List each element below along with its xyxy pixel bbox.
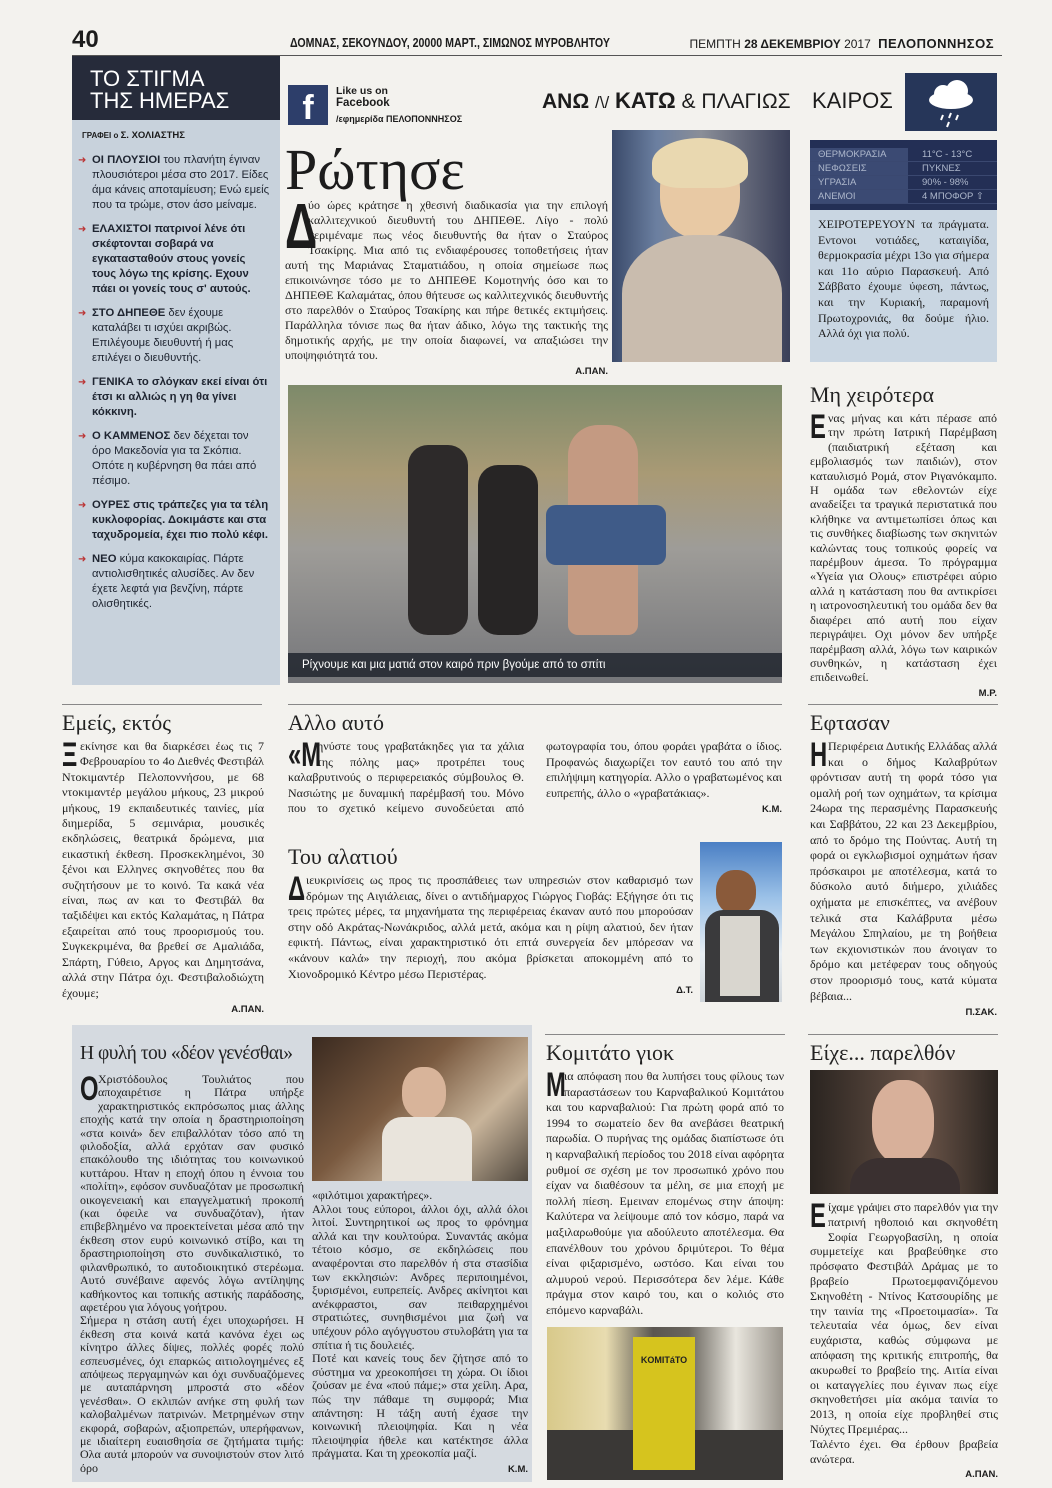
signature: Π.ΣΑΚ. xyxy=(965,1007,997,1019)
article-rotise-title: Ρώτησε xyxy=(285,137,465,202)
divider xyxy=(808,1034,998,1035)
bullet-icon: ➜ xyxy=(78,155,87,166)
article-text: νας μήνας και κάτι πέρασε από την πρώτη Ιατρική Παρέμβαση (παιδιατρική εξέταση και εμβολιασμός των παιδιών), στον καταυλισμό Ρομά, στον Ριγανόκαμπο. Η ομάδα των εθελοντών είχε αναδείξει τα τραγικά περιστατικά που κλήθηκε να αντιμετωπίσει όπως και τις συνθήκες διαβίωσης των σκηνιτών καλώντας τους τοπικούς φορείς να παρέμβουν άμεσα. Το πρόγραμμα «Υγεία για Ολους» επιστρέφει αύριο αλλά η κατάσταση που θα αντικρίσει η ιατρονοσηλευτική του ομάδα δεν θα διαφέρει από αυτή που είχαν περιγράψει. Οχι μόνον δεν υπήρξε παρέμβαση αλλά, λόγω των καιρικών συνθηκών, η κατάσταση έχει επιδεινωθεί. xyxy=(810,411,997,685)
article-title: Η φυλή του «δέον γενέσθαι» xyxy=(80,1043,293,1064)
article-alatiou xyxy=(288,844,693,997)
article-emeis xyxy=(62,710,264,1016)
section-ano: ΑΝΩ xyxy=(542,90,590,113)
bullet-icon: ➜ xyxy=(78,308,87,319)
article-title: Αλλο αυτό xyxy=(288,710,384,735)
paper-name: ΠΕΛΟΠΟΝΝΗΣΟΣ xyxy=(878,36,994,51)
signature: Κ.Μ. xyxy=(507,1463,528,1475)
issue-day: ΠΕΜΠΤΗ xyxy=(689,37,741,51)
weather-table xyxy=(810,140,997,210)
item-text: στις τράπεζες για τα τέλη κυκλοφορίας. Δοκιμάστε και στα ταχυδρομεία, έχει πιο πολύ κέφι. xyxy=(92,499,269,541)
dropcap: Δ xyxy=(288,870,306,908)
weather-value: 11°C - 13°C xyxy=(922,149,973,160)
article-eftasan xyxy=(810,710,997,1019)
article-text-2: Ταλέντο έχει. Θα έρθουν βραβεία ανώτερα. xyxy=(810,1436,998,1466)
article-text: εκίνησε και θα διαρκέσει έως τις 7 Φεβρουαρίου το 4ο Διεθνές Φεστιβάλ Ντοκιμαντέρ Πελοποννήσου, με 68 ντοκιμαντέρ μεγάλου μήκους, 23 μικρού μήκους, 19 εκπαιδευτικές ταινίες, μία διημερίδα, 5 σεμινάρια, μουσικές εκδηλώσεις, θεατρικά δρώμενα, μια εικαστική έκθεση. Προσκεκλημένοι, 30 ξένοι και Ελληνες σκηνοθέτες που θα συζητήσουν με το κοινό. Τα κακά νέα είναι, πως αν και το Φεστιβάλ θα ταξιδέψει και εκτός Καλαμάτας, η Πάτρα εξαιρείται από τους προορισμούς του. Συγκεκριμένα, θα βρεθεί σε Αμαλιάδα, Σπάρτη, Γύθειο, Αργος και Δημητσάνα, αλλά στην Πάτρα όχι. Φεστιβαλοδιώχτη έχουμε; xyxy=(62,739,264,1000)
item-lead: ΣΤΟ ΔΗΠΕΘΕ xyxy=(92,307,166,319)
stigma-sidebar xyxy=(72,56,280,685)
rain-cloud-icon xyxy=(905,73,997,131)
dropcap: Ε xyxy=(810,408,826,446)
photo-caption: Ρίχνουμε και μια ματιά στον καιρό πριν βγούμε από το σπίτι xyxy=(288,653,782,677)
item-lead: ΕΛΑΧΙΣΤΟΙ xyxy=(92,223,152,235)
dropcap: Ο xyxy=(80,1070,99,1108)
section-sep: /\/ xyxy=(595,93,610,112)
article-komitato xyxy=(546,1040,784,1319)
byline-prefix: ΓΡΑΦΕΙ ο xyxy=(82,131,119,140)
carnival-banner-photo xyxy=(547,1327,783,1480)
weather-label: ΝΕΦΩΣΕΙΣ xyxy=(810,162,908,175)
weather-label: ΘΕΡΜΟΚΡΑΣΙΑ xyxy=(810,148,908,161)
running-title: ΔΟΜΝΑΣ, ΣΕΚΟΥΝΔΟΥ, 20000 ΜΑΡΤ., ΣΙΜΩΝΟΣ ΜΥΡΟΒΛΗΤΟΥ xyxy=(290,36,610,50)
divider xyxy=(288,704,782,705)
dropcap: «Μ xyxy=(288,736,322,774)
weather-row xyxy=(810,148,997,162)
signature: Μ.Ρ. xyxy=(978,687,997,699)
signature: Κ.Μ. xyxy=(761,804,782,816)
article-title: Εφτασαν xyxy=(810,710,890,735)
article-text: Περιφέρεια Δυτικής Ελλάδας αλλά και ο δήμος Καλαβρύτων φρόντισαν αυτή τη φορά τόσο για ομαλή ροή των οχημάτων, τα κρίσιμα 24ωρα της περασμένης Παρασκευής και Σαββάτου, 22 και 23 Δεκεμβρίου, από το δρόμο της Πούντας. Αυτή τη φορά οι εγκλωβισμοί οχημάτων ήσαν πρόσκαιροι με αποτέλεσμα, κατά το δύσκολο αυτό διήμερο, χιλιάδες οχήματα με επισκέπτες, να ανέβουν τελικά στα Καλάβρυτα μέσω Μεγάλου Σπηλαίου, με τη βοήθεια των εκχιονιστικών που άνοιγαν το δρόμο και μετέφεραν τους οδηγούς στον προορισμό τους, κατά κύματα βέβαια... xyxy=(810,739,997,1003)
weather-text: ΧΕΙΡΟΤΕΡΕΥΟΥΝ τα πράγματα. Εντονοι νοτιάδες, καταιγίδα, θερμοκρασία μέχρι 13ο για σήμερα και 11ο αύριο Παρασκευή. Από Σάββατο έχουμε ύφεση, πάντως, και την Κυριακή, παραμονή Πρωτοχρονιάς, θα δούμε ήλιο. Αλλά όχι για πολύ. xyxy=(818,217,989,341)
facebook-promo[interactable] xyxy=(288,85,488,125)
article-mi-xeirotera xyxy=(810,382,997,700)
item-text: πατρινοί λένε ότι σκέφτονται σοβαρά να εγκατασταθούν στους γονείς τους λόγω της κρίσης. Εχουν πάει οι γονείς τους σ' αυτούς. xyxy=(92,223,251,295)
article-title: Του αλατιού xyxy=(288,844,398,869)
signature: Α.ΠΑΝ. xyxy=(575,366,608,377)
sidebar-byline xyxy=(72,120,280,141)
article-text-1: Χριστόδουλος Τουλιάτος που αποχαιρέτισε η Πάτρα υπήρξε χαρακτηριστικός εκπρόσωπος μιας άλλης εποχής κατά την οποία η δραστηριοποίηση «στα κοινά» δεν επιβαλλόταν τόσο από τη φιλοδοξία, αλλά ερχόταν σαν φυσικό επακόλουθο της ιδιότητας του κοινωνικού κυττάρου. Ηταν η εποχή όπου η έννοια του «πολίτη», εφόσον συνδυαζόταν με προσωπική οικογενειακή και επαγγελματική προκοπή (και όφειλε να συνδυαζόταν), ήταν επιβεβλημένο να προεκτείνεται μέσα από την έκθεση στον ευρύ κοινωνικό στίβο, και τη δραστηριοποίηση στο συνδικαλιστικό, το φιλανθρωπικό, το αυτοδιοικητικό στερέωμα. Αυτό συνέβαινε αφενός λόγω αντίληψης καθήκοντος και τοπικής αστικής παράδοσης, αφετέρου για λόγους γοήτρου. xyxy=(80,1072,304,1314)
divider xyxy=(62,704,262,705)
item-lead: ΟΙ ΠΛΟΥΣΙΟΙ xyxy=(92,154,161,166)
article-title: Κομιτάτο γιοκ xyxy=(546,1040,675,1065)
weather-value: 4 ΜΠΟΦΟΡ ⇧ xyxy=(922,191,984,202)
item-text: κύμα κακοκαιρίας. Πάρτε αντιολισθητικές αλυσίδες. Αν δεν έχετε λεφτά για βενζίνη, πάρτε ολισθητικές. xyxy=(92,553,255,610)
bullet-icon: ➜ xyxy=(78,500,87,511)
street-photo xyxy=(288,385,782,683)
stigma-item xyxy=(78,429,270,489)
weather-panel xyxy=(810,140,997,362)
article-text: ια απόφαση που θα λυπήσει τους φίλους των παραστάσεων του Καρναβαλικού Κομιτάτου και του καρναβαλιού: Για πρώτη φορά από το 1994 το σωματείο δεν θα ανεβάσει θεατρική παρωδία. Ο πυρήνας της ομάδας διαπίστωσε ότι η καρναβαλική περίοδος του 2018 είναι αφόρητα ρυθμοί σε σχέση με τον προσωπικό χρόνο που είχαν να διαθέσουν τα μέλη, σε μια εποχή με πολλή πίεση. Εμειναν επομένως στην άποψη: Καλύτερα να λείψουμε από τον κόσμο, παρά να μαξιλαρωθούμε για αδούλευτο αποτέλεσμα. Θα επανέλθουν του χρόνου δριμύτεροι. Το θέμα είναι φιξαρισμένο, ωστόσο. Και είναι του αλμυρού νερού. Περισσότερα δεν λέμε. Κάθε πράγμα στον καιρό του, και ο κολιός στο επόμενο καρναβάλι. xyxy=(546,1069,784,1317)
issue-date-text: 28 ΔΕΚΕΜΒΡΙΟΥ xyxy=(744,37,841,51)
section-rest: & ΠΛΑΓΙΩΣ xyxy=(681,90,791,113)
weather-value: 90% - 98% xyxy=(922,177,969,188)
stigma-item xyxy=(78,306,270,366)
stigma-item xyxy=(78,153,270,213)
bullet-icon: ➜ xyxy=(78,431,87,442)
dropcap: Ξ xyxy=(62,736,78,774)
article-text-4: Αλλοι τους εύποροι, άλλοι όχι, αλλά όλοι λιτοί. Συντηρητικοί ως προς το φρόνημα αλλά και την κουλτούρα. Συναντάς ακόμα τέτοιο κόσμο, σε εκδηλώσεις που αναφέρονται στο παρελθόν ή στα στασίδια των εκκλησιών: Ανδρες περιποιημένοι, ξυρισμένοι, ευπρεπείς. Ανδρες ακίνητοι και ανέκφραστοι, σαν πειθαρχημένοι στρατιώτες, συνηθισμένοι μια ζωή να υπέχουν ρόλο αγόγγυστου στυλοβάτη για τα σπίτια ή τις δουλειές. xyxy=(312,1201,528,1352)
item-lead: Ο ΚΑΜΜΕΝΟΣ xyxy=(92,430,171,442)
article-rotise-text: ύο ώρες κράτησε η χθεσινή διαδικασία για την επιλογή καλλιτεχνικού διευθυντή του ΔΗΠΕΘΕ. Λίγο - πολύ περιμέναμε πως νέος διευθυντής θα ήταν ο Σταύρος Τσακίρης. Μια από τις ενδιαφέρουσες τοποθετήσεις ήταν αυτή της Μαριάνας Σταματιάδου, η οποία σημείωσε πως επικοινώνησε τόσο με το ΔΗΠΕΘΕ Κομοτηνής όσο και το ΔΗΠΕΘΕ Καλαμάτας, όπου θήτευσε ως καλλιτεχνικός διευθυντής στο παρελθόν ο Σταύρος Τσακίρης και πήρε θετικές εκτιμήσεις. Παράλληλα τόνισε πως θα ήταν άδικο, λόγω της τακτικής της δημοτικής αρχής, με την οποία διαφωνεί, να απαξιώσει την υποψηφιότητά του. xyxy=(285,198,608,362)
byline-name: Σ. ΧΟΛΙΑΣΤΗΣ xyxy=(120,130,185,141)
dropcap: Δ xyxy=(285,190,318,262)
komitato-banner xyxy=(633,1337,695,1470)
sidebar-title-2: ΤΗΣ ΗΜΕΡΑΣ xyxy=(90,88,230,113)
stigma-item xyxy=(78,375,270,420)
issue-date xyxy=(690,36,994,51)
item-lead: ΟΥΡΕΣ xyxy=(92,499,130,511)
article-title: Εμείς, εκτός xyxy=(62,710,171,735)
weather-row xyxy=(810,162,997,176)
article-rotise-body xyxy=(285,190,608,378)
article-text: ιευκρινίσεις ως προς τις προσπάθειες των υπηρεσιών στον καθαρισμό των δρόμων της Αιγιάλειας, δίνει ο αντιδήμαρχος Γιώργος Γιοβάς: Εξήγησε ότι τις τρεις πρώτες μέρες, τα μηχανήματα της περιφέρειας έκαναν αυτό που μπορούσαν στην οδό Ακράτας-Νωνάκριδος, αλλά μετά, ακόμα και η ρίψη αλατιού, δεν ήταν εφικτή. Πάντως, είναι χαρακτηριστικό ότι επτά συνεργεία δεν μπόρεσαν να «κάνουν καλά» την περιοχή, που ακόμα βρίσκεται αποκομμένη από το Χιονοδρομικό Κέντρο μέσω Περιστέρας. xyxy=(288,873,693,981)
meeting-photo xyxy=(312,1037,528,1181)
article-text-2: Σήμερα η στάση αυτή έχει υποχωρήσει. Η έκθεση στα κοινά κατά κανόνα έχει ως κίνητρο άλλες δίψες, πολλές φορές πολύ εσπευσμένες, όχι επαρκώς αιτιολογημένες εξ απόψεως περγαμηνών και όχι συνδυαζόμενες με αυταπάρνηση μπροστά στο «δέον γενέσθαι». Ο εκλιπών ανήκε στη φυλή των καλοβαλμένων πατρινών. Μετρημένων στην εκφορά, σοβαρών, αξιοπρεπών, υπερήφανων, με ιδιαίτερη ευαισθησία σε ζητήματα τιμής: Ολα αυτά μπορούν να συνοψιστούν στον λιτό όρο xyxy=(80,1313,304,1475)
article-fyli xyxy=(72,1025,532,1482)
facebook-line3: /εφημερίδα ΠΕΛΟΠΟΝΝΗΣΟΣ xyxy=(336,114,463,124)
banner-text: KOMITáTO xyxy=(640,1355,688,1365)
divider xyxy=(545,1034,785,1035)
dropcap: Η xyxy=(810,736,828,774)
facebook-line1: Like us on xyxy=(336,85,388,97)
snow-man-photo xyxy=(700,842,782,1002)
weather-title: ΚΑΙΡΟΣ xyxy=(812,88,893,113)
dropcap: Ε xyxy=(810,1197,826,1235)
weather-row xyxy=(810,190,997,204)
article-eixe-body xyxy=(810,1197,998,1481)
signature: Α.ΠΑΝ. xyxy=(965,1469,998,1481)
item-text: δεν έχουμε καταλάβει τι ισχύει ακριβώς. Επιλέγουμε διευθυντή ή μας επιλέγει ο διευθυντής. xyxy=(92,307,234,364)
signature: Δ.Τ. xyxy=(676,985,693,997)
item-text: του πλανήτη έγιναν πλουσιότεροι μέσα στο 2017. Είδες άμα κάνεις αποταμίευση; Ενώ εμείς που τα τρώμε, στον άσο μείναμε. xyxy=(92,154,270,211)
item-lead: ΓΕΝΙΚΑ xyxy=(92,376,134,388)
dropcap: Μ xyxy=(546,1066,566,1104)
facebook-line2: Facebook xyxy=(336,97,390,109)
actress-photo xyxy=(810,1070,998,1194)
section-title xyxy=(542,88,791,114)
article-text-3: «φιλότιμοι χαρακτήρες». xyxy=(312,1188,433,1202)
signature: Α.ΠΑΝ. xyxy=(231,1003,264,1015)
bullet-icon: ➜ xyxy=(78,224,87,235)
stigma-item xyxy=(78,222,270,297)
article-text: ηνύστε τους γραβατάκηδες για τα χάλια της πόλης μας» προτρέπει τους καλαβρυτινούς ο περιφερειακός σύμβουλος Θ. Νασιώτης με δυναμική παρέμβασή του. Μόνο που το σχετικό κείμενο συνοδεύεται από φωτογραφία του, όπου φοράει γραβάτα ο ίδιος. Προφανώς διαχωρίζει τον εαυτό του από την επιλήψιμη κατηγορία. Αλλο ο γραβατωμένος και ευπρεπής, άλλο ο «γραβατάκιας». xyxy=(288,739,782,816)
divider xyxy=(808,704,998,705)
article-text: ίχαμε γράψει στο παρελθόν για την πατρινή ηθοποιό και σκηνοθέτη Σοφία Γεωργοβασίλη, η οποία συμμετείχε και βραβεύθηκε στο πρόσφατο Φεστιβάλ Δράμας με το βραβείο Πρωτοεμφανιζόμενου Σκηνοθέτη - Ντίνος Κατσουρίδης με την ταινία της «Προετοιμασία». Τα τελευταία νέα όμως, δεν είναι ευχάριστα, καθώς σύμφωνα με απόφαση της κριτικής επιτροπής, θα ακυρωθεί το βραβείο της. Αιτία είναι οι καταγγελίες που έγιναν πως είχε σκηνοθετήσει μία ακόμα ταινία το 2013, η οποία είχε προβληθεί στις Νύχτες Πρεμιέρας... xyxy=(810,1200,998,1436)
sidebar-header xyxy=(72,56,280,120)
item-text: δεν δέχεται τον όρο Μακεδονία για τα Σκόπια. Οπότε η κυβέρνηση θα πάει από πέσιμο. xyxy=(92,430,257,487)
item-text: το σλόγκαν εκεί είναι ότι έτσι κι αλλιώς η γη θα γίνει κόκκινη. xyxy=(92,376,268,418)
page-number: 40 xyxy=(72,26,99,53)
sidebar-title-1: ΤΟ ΣΤΙΓΜΑ xyxy=(90,66,205,91)
article-allo xyxy=(288,710,782,817)
weather-label: ΑΝΕΜΟΙ xyxy=(810,190,908,203)
sidebar-items xyxy=(72,141,280,612)
stigma-item xyxy=(78,498,270,543)
section-kato: ΚΑΤΩ xyxy=(615,88,676,113)
weather-row xyxy=(810,176,997,190)
bullet-icon: ➜ xyxy=(78,554,87,565)
article-text-5: Ποτέ και κανείς τους δεν ζήτησε από το σύστημα να χρεοκοπήσει τη χώρα. Οι ίδιοι ζούσαν με ένα «πού πάμε;» στα χείλη. Αρα, πώς την πάθαμε τη συμφορά; Μια απάντηση: Η τάξη αυτή έχασε την κοινωνική πλειοψηφία. Και η νέα πλειοψηφία ήθελε και κατέκτησε άλλα πράγματα. Και τη χρεοκοπία μαζί. xyxy=(312,1351,528,1461)
weather-value: ΠΥΚΝΕΣ xyxy=(922,163,961,174)
article-eixe-title: Είχε... παρελθόν xyxy=(810,1040,956,1065)
issue-year: 2017 xyxy=(844,37,871,51)
article-title: Μη χειρότερα xyxy=(810,382,935,407)
stigma-item xyxy=(78,552,270,612)
item-lead: ΝΕΟ xyxy=(92,553,117,565)
weather-label: ΥΓΡΑΣΙΑ xyxy=(810,176,908,189)
portrait-photo xyxy=(612,130,790,362)
facebook-icon: f xyxy=(288,85,328,125)
bullet-icon: ➜ xyxy=(78,377,87,388)
